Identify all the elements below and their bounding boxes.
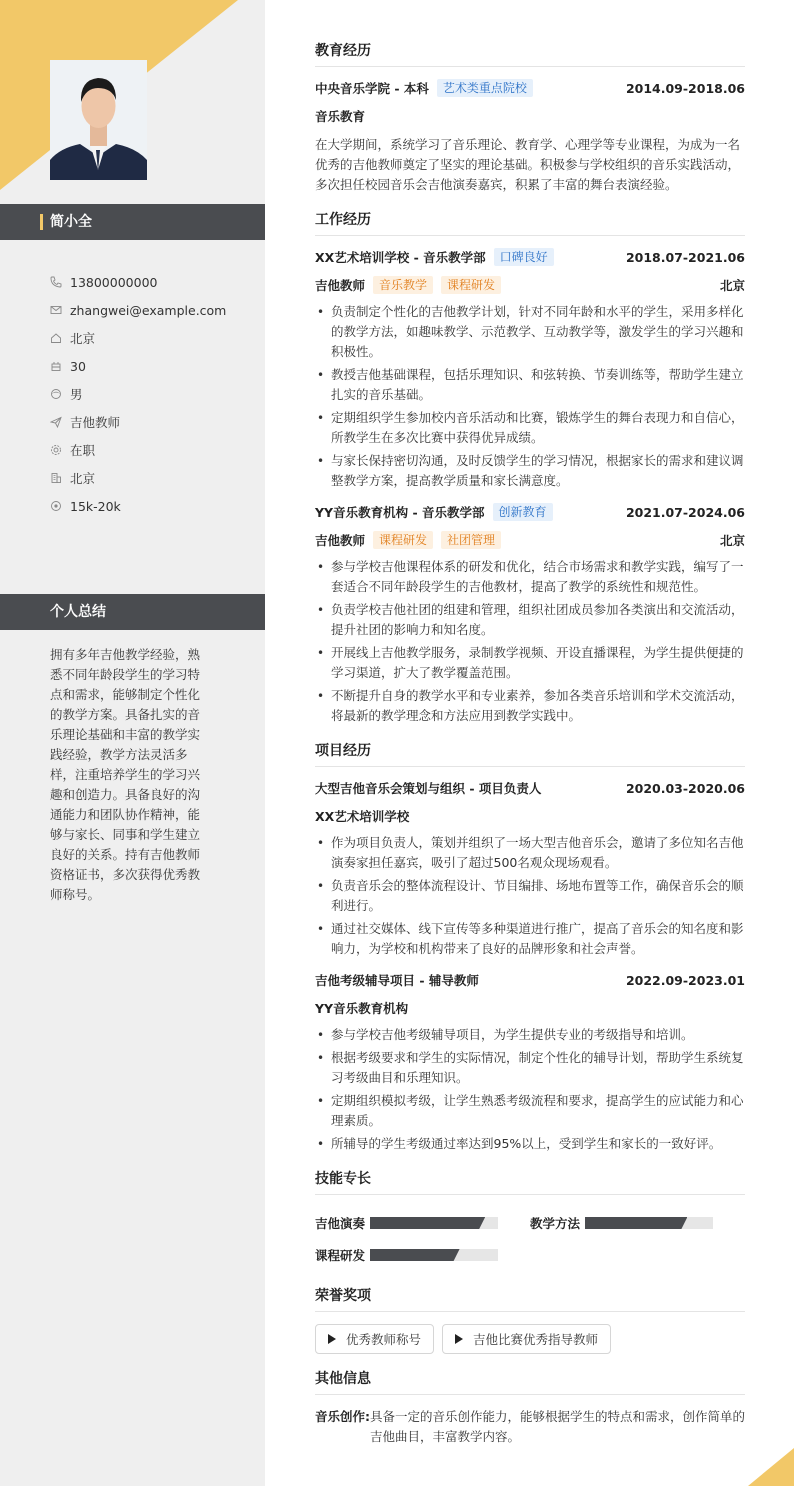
- project-bullets: [315, 1025, 745, 1154]
- list-item: • 定期组织模拟考级，让学生熟悉考级流程和要求，提高学生的应试能力和心理素质。: [315, 1091, 745, 1131]
- info-text: zhangwei@example.com: [70, 302, 227, 318]
- list-item: • 参与学校吉他考级辅导项目，为学生提供专业的考级指导和培训。: [315, 1025, 745, 1045]
- job-item: [315, 503, 745, 726]
- section-title: 荣誉奖项: [315, 1285, 745, 1312]
- skill-item: [315, 1207, 530, 1239]
- education-header: [315, 79, 745, 97]
- job-bullets: [315, 557, 745, 726]
- job-item: [315, 248, 745, 491]
- list-item: • 根据考级要求和学生的实际情况，制定个性化的辅导计划，帮助学生系统复习考级曲目和乐理知识。: [315, 1048, 745, 1088]
- home-icon: [50, 332, 62, 344]
- summary-bar: [0, 594, 265, 630]
- project-item: [315, 779, 745, 959]
- role-tag: 社团管理: [441, 531, 501, 549]
- info-text: 男: [70, 387, 83, 402]
- other-text: 具备一定的音乐创作能力，能够根据学生的特点和需求，创作简单的吉他曲目，丰富教学内容。: [370, 1409, 746, 1444]
- list-item: • 负责音乐会的整体流程设计、节目编排、场地布置等工作，确保音乐会的顺利进行。: [315, 876, 745, 916]
- skill-name: 课程研发: [315, 1248, 366, 1263]
- info-text: 30: [70, 358, 86, 374]
- project-date: 2022.09-2023.01: [625, 972, 745, 988]
- honors-section: [315, 1285, 745, 1354]
- info-age: [50, 352, 226, 380]
- honors-list: [315, 1324, 745, 1354]
- major: 音乐教育: [315, 109, 366, 124]
- list-item: • 与家长保持密切沟通，及时反馈学生的学习情况，根据家长的需求和建议调整教学方案，提高教学质量和家长满意度。: [315, 451, 745, 491]
- info-city: [50, 464, 226, 492]
- honor-badge[interactable]: [315, 1324, 434, 1354]
- section-title: 其他信息: [315, 1368, 745, 1395]
- info-text: 北京: [70, 471, 96, 486]
- skill-bar: [585, 1217, 713, 1229]
- school-name: 中央音乐学院 - 本科: [315, 81, 429, 96]
- work-section: [315, 209, 745, 726]
- job-role: 吉他教师: [315, 533, 366, 548]
- info-salary: [50, 492, 226, 520]
- list-item: • 通过社交媒体、线下宣传等多种渠道进行推广，提高了音乐会的知名度和影响力，为学校和机构带来了良好的品牌形象和社会声誉。: [315, 919, 745, 959]
- skill-fill: [370, 1249, 460, 1261]
- send-icon: [50, 416, 62, 428]
- profile-name: 简小全: [50, 214, 92, 230]
- skills-list: [315, 1207, 745, 1271]
- project-bullets: [315, 833, 745, 959]
- summary-text: 拥有多年吉他教学经验，熟悉不同年龄段学生的学习特点和需求，能够制定个性化的教学方案。具备扎实的音乐理论基础和丰富的教学实践经验，教学方法灵活多样，注重培养学生的学习兴趣和创造力。具备良好的沟通能力和团队协作精神，能够与家长、同事和学生建立良好的关系。持有吉他教师资格证书，多次获得优秀教师称号。: [50, 647, 201, 902]
- company-tag: 口碑良好: [494, 248, 554, 266]
- list-item: • 参与学校吉他课程体系的研发和优化，结合市场需求和教学实践，编写了一套适合不同年龄段学生的吉他教材，提高了教学的系统性和规范性。: [315, 557, 745, 597]
- info-location: [50, 324, 226, 352]
- info-text: 13800000000: [70, 274, 158, 290]
- skill-bar: [370, 1249, 498, 1261]
- company-tag: 创新教育: [493, 503, 553, 521]
- skill-fill: [370, 1217, 485, 1229]
- job-date: 2018.07-2021.06: [625, 249, 745, 265]
- skill-item: [315, 1239, 530, 1271]
- project-date: 2020.03-2020.06: [625, 780, 745, 796]
- section-title: 教育经历: [315, 40, 745, 67]
- list-item: • 负责学校吉他社团的组建和管理，组织社团成员参加各类演出和交流活动，提升社团的影响力和知名度。: [315, 600, 745, 640]
- list-item: • 负责制定个性化的吉他教学计划，针对不同年龄和水平的学生，采用多样化的教学方法，如趣味教学、示范教学、互动教学等，激发学生的学习兴趣和积极性。: [315, 302, 745, 362]
- sidebar: [0, 0, 265, 1486]
- info-text: 15k-20k: [70, 498, 121, 514]
- info-text: 在职: [70, 443, 96, 458]
- other-label: 音乐创作:: [315, 1409, 370, 1424]
- main-content: [315, 40, 745, 1461]
- info-gender: [50, 380, 226, 408]
- summary-title: 个人总结: [50, 604, 106, 620]
- skill-fill: [585, 1217, 687, 1229]
- honor-label: 吉他比赛优秀指导教师: [473, 1332, 599, 1347]
- project-item: [315, 971, 745, 1154]
- other-section: [315, 1368, 745, 1447]
- age-icon: [50, 360, 62, 372]
- company-name: XX艺术培训学校 - 音乐教学部: [315, 250, 486, 265]
- education-desc: 在大学期间，系统学习了音乐理论、教育学、心理学等专业课程，为成为一名优秀的吉他教师奠定了坚实的理论基础。积极参与学校组织的音乐实践活动，多次担任校园音乐会吉他演奏嘉宾，积累了丰富的舞台表演经验。: [315, 137, 741, 192]
- skill-item: [530, 1207, 745, 1239]
- honor-label: 优秀教师称号: [346, 1332, 422, 1347]
- project-name: 吉他考级辅导项目 - 辅导教师: [315, 973, 479, 988]
- list-item: • 所辅导的学生考级通过率达到95%以上，受到学生和家长的一致好评。: [315, 1134, 745, 1154]
- list-item: • 开展线上吉他教学服务，录制教学视频、开设直播课程，为学生提供便捷的学习渠道，扩大了教学覆盖范围。: [315, 643, 745, 683]
- list-item: • 作为项目负责人，策划并组织了一场大型吉他音乐会，邀请了多位知名吉他演奏家担任嘉宾，吸引了超过500名观众现场观看。: [315, 833, 745, 873]
- project-name: 大型吉他音乐会策划与组织 - 项目负责人: [315, 781, 542, 796]
- education-date: 2014.09-2018.06: [625, 80, 745, 96]
- info-text: 北京: [70, 331, 96, 346]
- job-date: 2021.07-2024.06: [625, 504, 745, 520]
- gender-icon: [50, 388, 62, 400]
- salary-icon: [50, 500, 62, 512]
- play-icon: [328, 1334, 336, 1344]
- job-bullets: [315, 302, 745, 491]
- contact-info-list: [50, 268, 226, 520]
- avatar: [50, 60, 147, 180]
- education-section: [315, 40, 745, 195]
- list-item: • 不断提升自身的教学水平和专业素养，参加各类音乐培训和学术交流活动，将最新的教学理念和方法应用到教学实践中。: [315, 686, 745, 726]
- mail-icon: [50, 304, 62, 316]
- company-name: YY音乐教育机构 - 音乐教学部: [315, 505, 485, 520]
- play-icon: [455, 1334, 463, 1344]
- skills-section: [315, 1168, 745, 1271]
- project-org: XX艺术培训学校: [315, 809, 410, 824]
- info-status: [50, 436, 226, 464]
- section-title: 工作经历: [315, 209, 745, 236]
- project-org: YY音乐教育机构: [315, 1001, 409, 1016]
- skill-name: 吉他演奏: [315, 1216, 366, 1231]
- projects-section: [315, 740, 745, 1154]
- role-tag: 课程研发: [373, 531, 433, 549]
- job-role: 吉他教师: [315, 278, 366, 293]
- info-phone: [50, 268, 226, 296]
- section-title: 项目经历: [315, 740, 745, 767]
- list-item: • 定期组织学生参加校内音乐活动和比赛，锻炼学生的舞台表现力和自信心，所教学生在多次比赛中获得优异成绩。: [315, 408, 745, 448]
- skill-name: 教学方法: [530, 1216, 581, 1231]
- phone-icon: [50, 276, 62, 288]
- info-text: 吉他教师: [70, 415, 121, 430]
- building-icon: [50, 472, 62, 484]
- section-title: 技能专长: [315, 1168, 745, 1195]
- corner-decoration-bottom: [748, 1448, 794, 1486]
- other-row: [315, 1407, 745, 1447]
- info-position: [50, 408, 226, 436]
- role-tag: 课程研发: [441, 276, 501, 294]
- status-icon: [50, 444, 62, 456]
- list-item: • 教授吉他基础课程，包括乐理知识、和弦转换、节奏训练等，帮助学生建立扎实的音乐基础。: [315, 365, 745, 405]
- role-tag: 音乐教学: [373, 276, 433, 294]
- school-tag: 艺术类重点院校: [437, 79, 533, 97]
- honor-badge[interactable]: [442, 1324, 611, 1354]
- job-city: 北京: [719, 533, 745, 548]
- name-bar: [0, 204, 265, 240]
- skill-bar: [370, 1217, 498, 1229]
- job-city: 北京: [719, 278, 745, 293]
- info-email: [50, 296, 226, 324]
